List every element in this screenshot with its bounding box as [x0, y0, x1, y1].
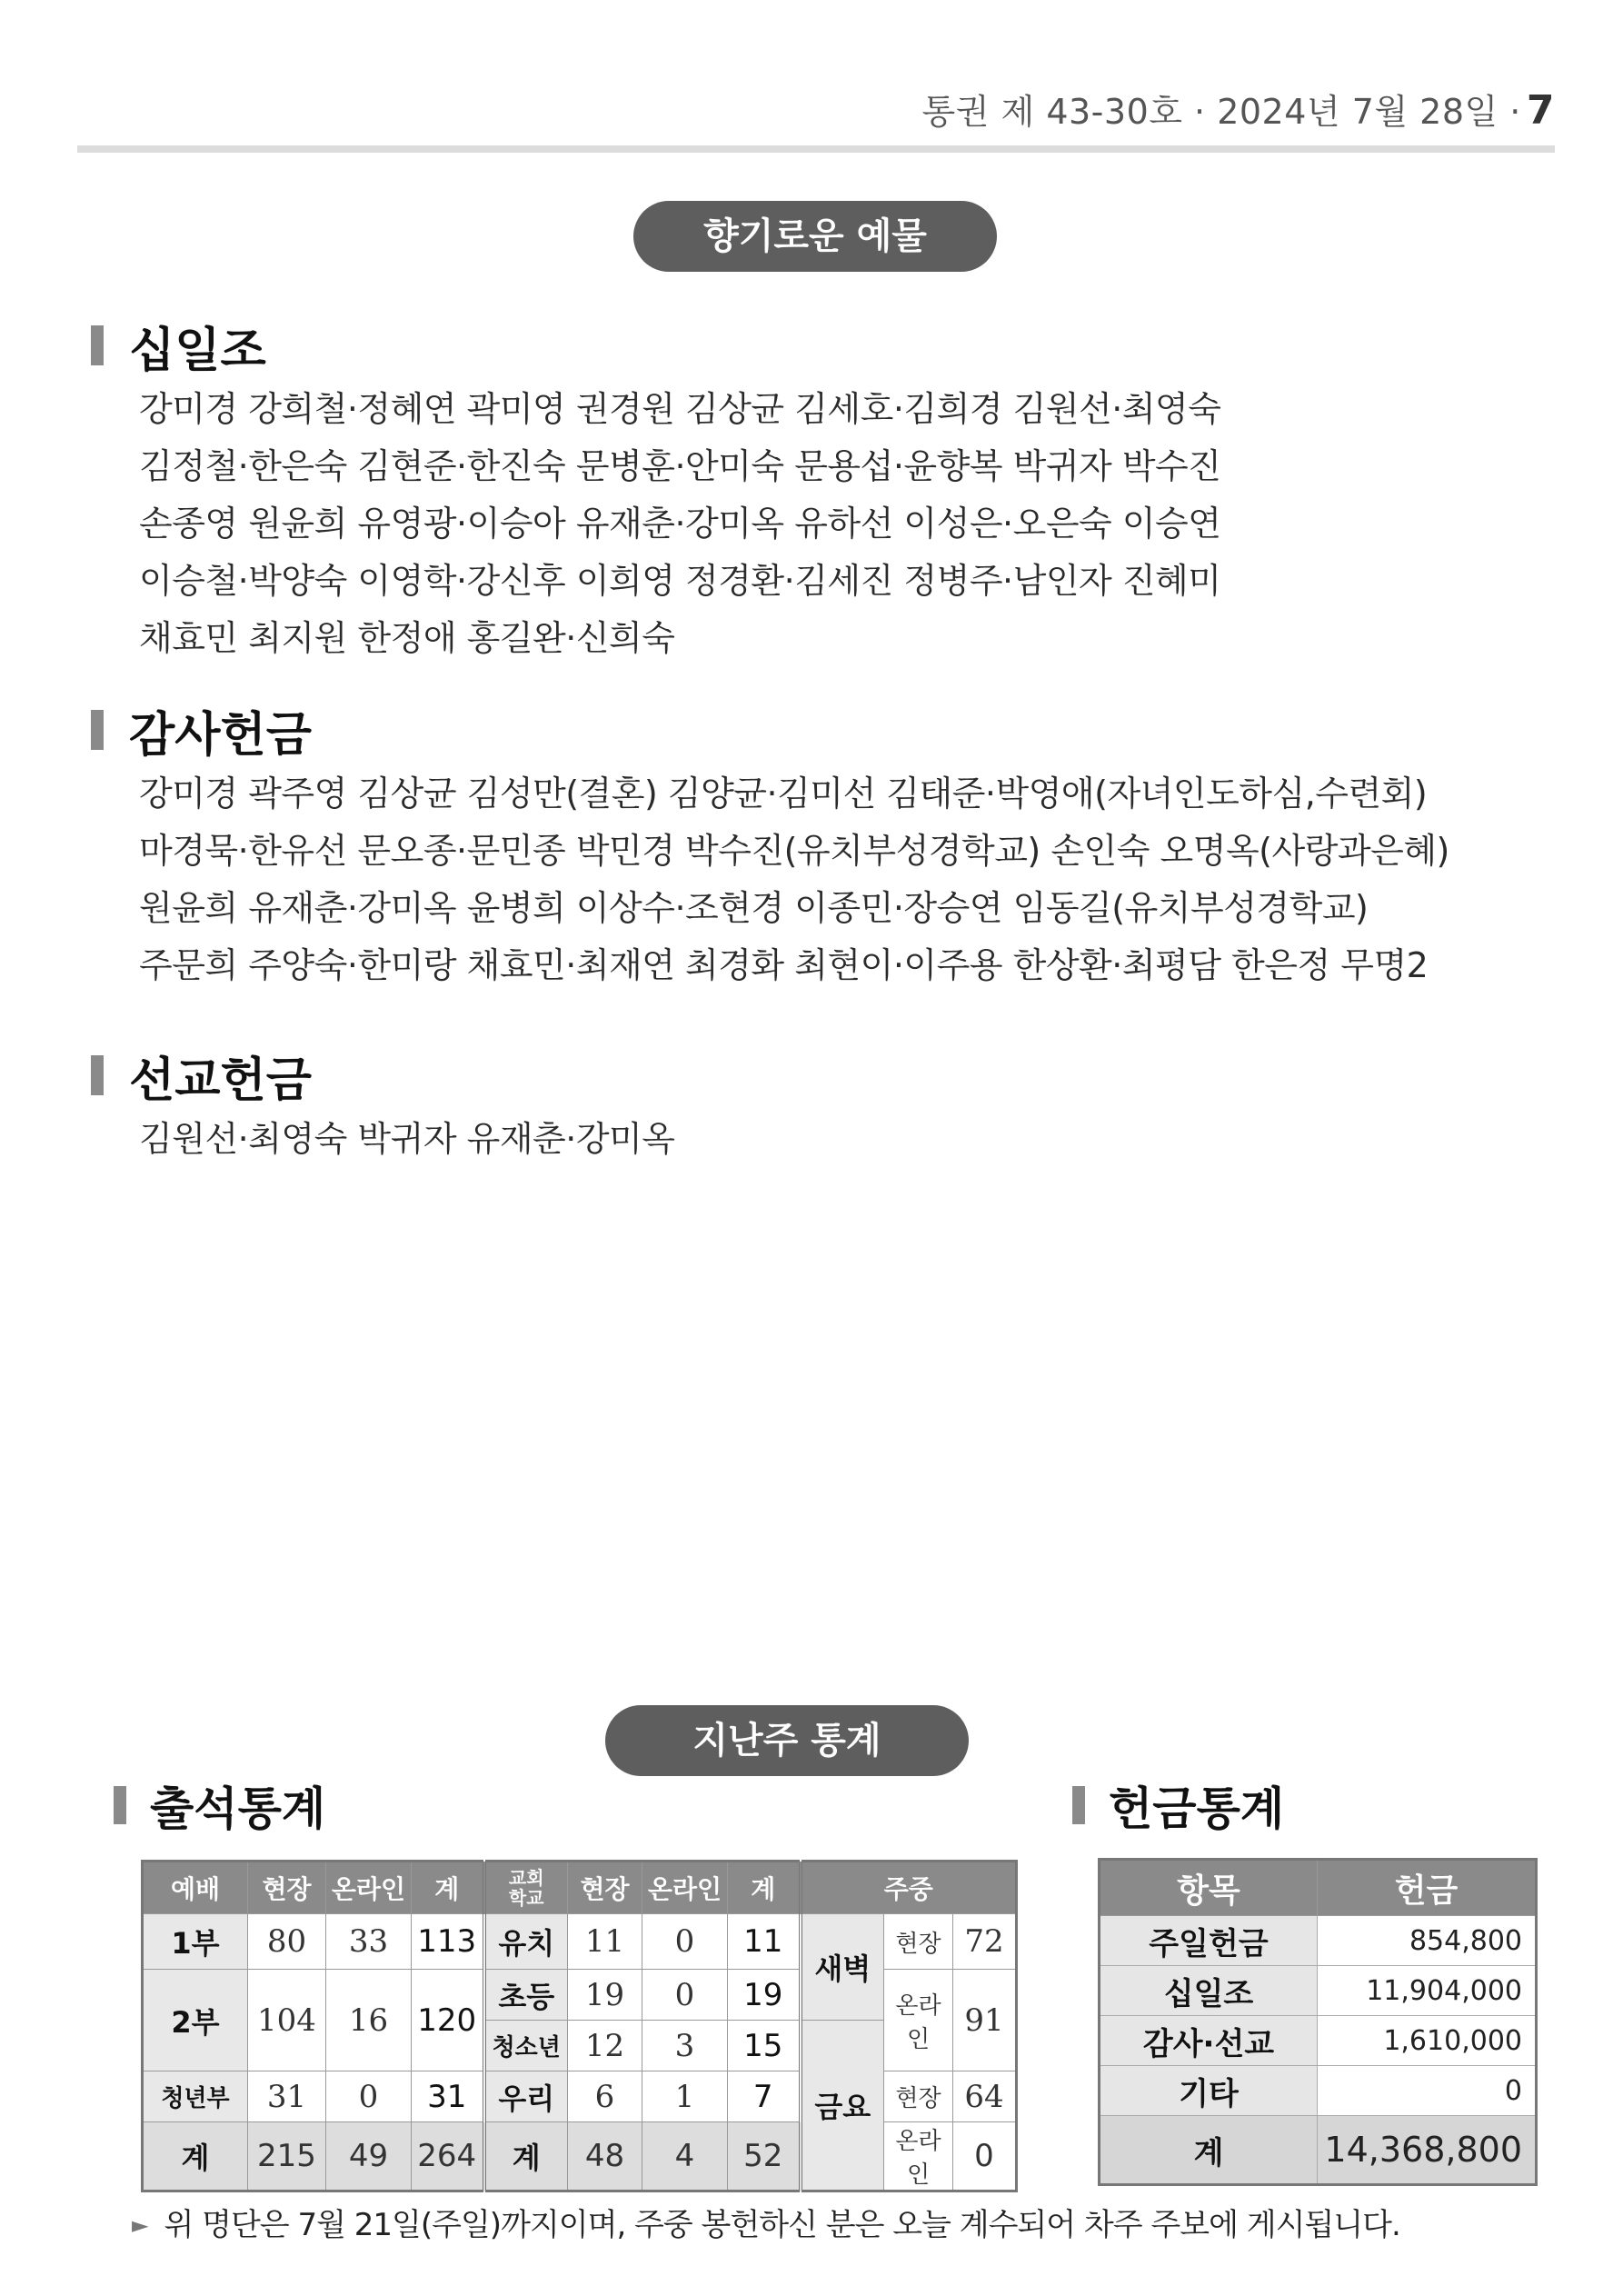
header-row: [143, 1862, 1017, 1914]
school-sum-label: 계: [484, 2122, 568, 2191]
arrow-icon: ►: [132, 2212, 148, 2238]
school-online: 1: [642, 2071, 728, 2122]
worship-sum-label: 계: [143, 2122, 248, 2191]
name-line: 김정철·한은숙 김현준·한진숙 문병훈·안미숙 문용섭·윤향복 박귀자 박수진: [139, 446, 1221, 486]
thanks-names: [139, 765, 1449, 994]
school-online: 3: [642, 2021, 728, 2071]
item-amount: 11,904,000: [1318, 1966, 1537, 2016]
col-worship: 예배: [143, 1862, 248, 1914]
worship-total: 120: [412, 1970, 484, 2071]
col-item: 항목: [1100, 1860, 1318, 1916]
dawn-online: 91: [953, 1970, 1017, 2071]
school-sum-onsite: 48: [568, 2122, 642, 2191]
name-line: 강미경 곽주영 김상균 김성만(결혼) 김양균·김미선 김태준·박영애(자녀인도하심,수련회): [139, 774, 1428, 814]
tithe-section: [91, 314, 1220, 667]
worship-total: 113: [412, 1914, 484, 1970]
attendance-heading: [114, 1772, 325, 1838]
thanks-title: 감사헌금: [129, 707, 312, 763]
col-amount: 헌금: [1318, 1860, 1537, 1916]
school-online: 0: [642, 1914, 728, 1970]
col-online2: 온라인: [642, 1862, 728, 1914]
friday-online: 0: [953, 2122, 1017, 2191]
header-row: [1100, 1860, 1537, 1916]
heading-bar: [91, 325, 104, 365]
friday-label: 금요: [801, 2021, 884, 2191]
worship-online: 0: [326, 2071, 412, 2122]
sum-row: [1100, 2116, 1537, 2185]
item-amount: 854,800: [1318, 1916, 1537, 1966]
table-row: [1100, 1916, 1537, 1966]
name-line: 채효민 최지원 한정애 홍길완·신희숙: [139, 618, 675, 658]
offering-table: [1098, 1858, 1538, 2186]
school-online: 0: [642, 1970, 728, 2021]
attendance-title: 출석통계: [150, 1782, 326, 1835]
offering-banner: 향기로운 예물: [633, 201, 997, 272]
school-onsite: 11: [568, 1914, 642, 1970]
item-amount: 0: [1318, 2066, 1537, 2116]
dawn-onsite: 72: [953, 1914, 1017, 1970]
worship-label: 2부: [143, 1970, 248, 2071]
name-line: 주문희 주양숙·한미랑 채효민·최재연 최경화 최현이·이주용 한상환·최평담 한은정 무명2: [139, 945, 1429, 985]
friday-onsite: 64: [953, 2071, 1017, 2122]
name-line: 김원선·최영숙 박귀자 유재춘·강미옥: [139, 1119, 675, 1159]
worship-sum-total: 264: [412, 2122, 484, 2191]
name-line: 강미경 강희철·정혜연 곽미영 권경원 김상균 김세호·김희경 김원선·최영숙: [139, 389, 1221, 429]
footnote: [132, 2200, 1400, 2244]
school-onsite: 19: [568, 1970, 642, 2021]
school-onsite: 12: [568, 2021, 642, 2071]
dawn-label: 새벽: [801, 1914, 884, 2021]
worship-label: 청년부: [143, 2071, 248, 2122]
heading-bar: [91, 710, 104, 750]
section-heading: [91, 314, 1220, 377]
school-total: 11: [728, 1914, 801, 1970]
school-label: 우리: [484, 2071, 568, 2122]
header-divider: [77, 145, 1555, 153]
school-total: 15: [728, 2021, 801, 2071]
heading-bar: [91, 1055, 104, 1095]
worship-onsite: 31: [248, 2071, 326, 2122]
worship-sum-onsite: 215: [248, 2122, 326, 2191]
issue-info: 통권 제 43-30호 · 2024년 7월 28일 ·: [921, 92, 1521, 132]
worship-onsite: 104: [248, 1970, 326, 2071]
sum-amount: 14,368,800: [1318, 2116, 1537, 2185]
footnote-text: 위 명단은 7월 21일(주일)까지이며, 주중 봉헌하신 분은 오늘 계수되어 차주 주보에 게시됩니다.: [164, 2207, 1400, 2243]
table-row: [1100, 2016, 1537, 2066]
dawn-online-label: 온라인: [884, 1970, 953, 2071]
name-line: 손종영 원윤희 유영광·이승아 유재춘·강미옥 유하선 이성은·오은숙 이승연: [139, 504, 1221, 544]
col-school-line1: 교회: [508, 1867, 544, 1889]
worship-total: 31: [412, 2071, 484, 2122]
tithe-title: 십일조: [129, 323, 266, 378]
worship-label: 1부: [143, 1914, 248, 1970]
sum-row: [143, 2122, 1017, 2191]
school-total: 7: [728, 2071, 801, 2122]
col-onsite: 현장: [248, 1862, 326, 1914]
section-heading: [91, 698, 1449, 762]
thanks-section: [91, 698, 1449, 994]
worship-onsite: 80: [248, 1914, 326, 1970]
page-number: 7: [1526, 87, 1555, 134]
school-sum-total: 52: [728, 2122, 801, 2191]
name-line: 마경묵·한유선 문오종·문민종 박민경 박수진(유치부성경학교) 손인숙 오명옥(사랑과은혜): [139, 831, 1449, 871]
school-onsite: 6: [568, 2071, 642, 2122]
mission-title: 선교헌금: [129, 1053, 312, 1108]
table-row: [1100, 2066, 1537, 2116]
item-label: 주일헌금: [1100, 1916, 1318, 1966]
col-weekday: 주중: [801, 1862, 1017, 1914]
table-row: [143, 1970, 1017, 2021]
col-school: [484, 1862, 568, 1914]
table-row: [1100, 1966, 1537, 2016]
money-title: 헌금통계: [1109, 1782, 1285, 1835]
item-label: 감사·선교: [1100, 2016, 1318, 2066]
dawn-onsite-label: 현장: [884, 1914, 953, 1970]
table-row: [143, 2071, 1017, 2122]
tithe-names: [139, 381, 1220, 667]
page-header: [922, 84, 1555, 134]
heading-bar: [114, 1786, 126, 1824]
col-online: 온라인: [326, 1862, 412, 1914]
item-label: 십일조: [1100, 1966, 1318, 2016]
friday-onsite-label: 현장: [884, 2071, 953, 2122]
stats-banner: 지난주 통계: [605, 1705, 969, 1776]
col-total: 계: [412, 1862, 484, 1914]
sum-label: 계: [1100, 2116, 1318, 2185]
item-label: 기타: [1100, 2066, 1318, 2116]
worship-sum-online: 49: [326, 2122, 412, 2191]
worship-online: 16: [326, 1970, 412, 2071]
section-heading: [91, 1043, 674, 1107]
worship-online: 33: [326, 1914, 412, 1970]
school-label: 청소년: [484, 2021, 568, 2071]
attendance-table: [141, 1860, 1018, 2192]
mission-section: [91, 1043, 674, 1168]
name-line: 이승철·박양숙 이영학·강신후 이희영 정경환·김세진 정병주·남인자 진혜미: [139, 561, 1221, 601]
school-total: 19: [728, 1970, 801, 2021]
item-amount: 1,610,000: [1318, 2016, 1537, 2066]
school-label: 유치: [484, 1914, 568, 1970]
name-line: 원윤희 유재춘·강미옥 윤병희 이상수·조현경 이종민·장승연 임동길(유치부성경학교): [139, 888, 1369, 928]
col-school-line2: 학교: [508, 1887, 544, 1909]
school-sum-online: 4: [642, 2122, 728, 2191]
heading-bar: [1072, 1786, 1085, 1824]
col-onsite2: 현장: [568, 1862, 642, 1914]
col-total2: 계: [728, 1862, 801, 1914]
school-label: 초등: [484, 1970, 568, 2021]
table-row: [143, 1914, 1017, 1970]
friday-online-label: 온라인: [884, 2122, 953, 2191]
mission-names: [139, 1111, 674, 1168]
money-heading: [1072, 1772, 1284, 1838]
